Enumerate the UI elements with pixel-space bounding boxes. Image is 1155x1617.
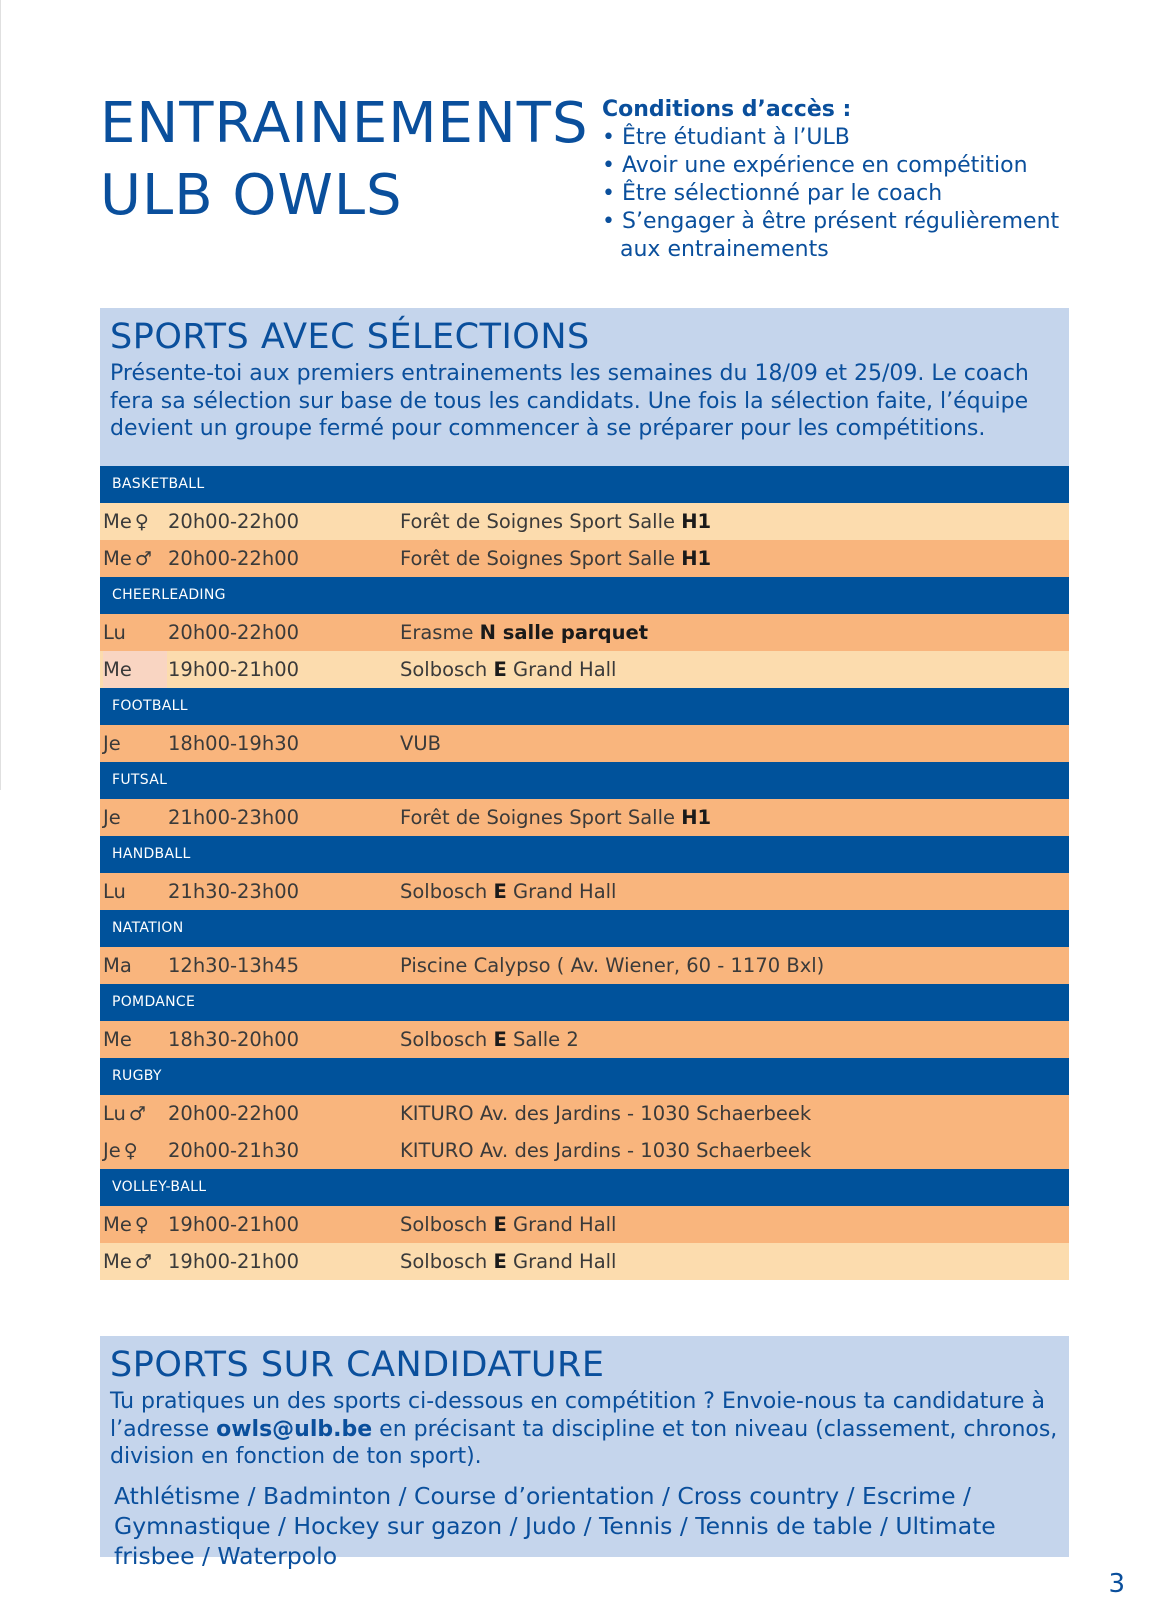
page-title-line2: ULB OWLS — [100, 163, 403, 228]
session-day: Je — [103, 806, 121, 829]
candidature-text-before: Tu pratiques un des sports ci-dessous en compétition ? Envoie-nous ta candidature à l’adresse — [110, 1389, 1045, 1442]
session-day: Lu — [103, 880, 126, 903]
schedule-row — [100, 1095, 1069, 1132]
session-day: Lu — [103, 1102, 126, 1125]
schedule-row — [100, 725, 1069, 762]
session-time: 12h30-13h45 — [168, 954, 300, 977]
page-title — [100, 88, 589, 232]
session-day: Me — [103, 1213, 132, 1236]
session-location — [400, 1095, 811, 1132]
session-location-name: Solbosch — [400, 658, 488, 681]
session-day-cell — [103, 799, 167, 836]
page-number: 3 — [1108, 1569, 1125, 1599]
session-day-cell — [103, 725, 167, 762]
candidature-heading: SPORTS SUR CANDIDATURE — [110, 1345, 605, 1385]
session-location-name: Solbosch — [400, 1028, 488, 1051]
male-icon: ♂ — [128, 1103, 146, 1125]
session-day: Me — [103, 658, 132, 681]
page-edge-rule — [0, 0, 1, 790]
schedule-row — [100, 1206, 1069, 1243]
session-time: 20h00-22h00 — [168, 510, 300, 533]
schedule-row — [100, 947, 1069, 984]
session-day-cell — [103, 947, 167, 984]
session-location — [400, 614, 648, 651]
sport-header: POMDANCE — [100, 984, 1069, 1021]
session-time: 21h00-23h00 — [168, 806, 300, 829]
candidature-section — [100, 1336, 1069, 1570]
session-day-cell — [103, 540, 167, 577]
access-conditions — [602, 96, 1102, 264]
condition-item: • S’engager à être présent régulièrement aux entrainements — [602, 208, 1102, 264]
sport-header: BASKETBALL — [100, 466, 1069, 503]
session-location — [400, 1243, 616, 1280]
session-day-cell — [103, 1095, 167, 1132]
sport-header: NATATION — [100, 910, 1069, 947]
session-location-room: H1 — [681, 806, 712, 829]
candidature-text-after: en précisant ta discipline et ton niveau (classement, chronos, division en fonction de ton sport). — [110, 1416, 1058, 1469]
selections-section — [100, 308, 1069, 466]
schedule-row — [100, 503, 1069, 540]
condition-item: • Être étudiant à l’ULB — [602, 124, 1102, 152]
session-time: 19h00-21h00 — [168, 658, 300, 681]
session-time: 21h30-23h00 — [168, 880, 300, 903]
session-location — [400, 651, 616, 688]
male-icon: ♂ — [134, 548, 152, 570]
condition-item: • Avoir une expérience en compétition — [602, 152, 1102, 180]
schedule-row — [100, 614, 1069, 651]
session-location — [400, 799, 711, 836]
sport-header: HANDBALL — [100, 836, 1069, 873]
sport-header: FOOTBALL — [100, 688, 1069, 725]
session-time: 20h00-22h00 — [168, 621, 300, 644]
schedule-row — [100, 651, 1069, 688]
session-location-name: VUB — [400, 732, 441, 755]
sport-header: RUGBY — [100, 1058, 1069, 1095]
selections-heading: SPORTS AVEC SÉLECTIONS — [110, 317, 590, 357]
candidature-email-link[interactable]: owls@ulb.be — [216, 1416, 373, 1442]
session-location-room: E — [493, 1250, 507, 1273]
session-location-name: Solbosch — [400, 1250, 488, 1273]
session-location — [400, 503, 711, 540]
session-location — [400, 1021, 579, 1058]
session-location-room: N salle parquet — [479, 621, 649, 644]
session-day: Me — [103, 1028, 132, 1051]
sport-header: VOLLEY-BALL — [100, 1169, 1069, 1206]
session-location — [400, 1206, 616, 1243]
male-icon: ♂ — [134, 1251, 152, 1273]
session-time: 19h00-21h00 — [168, 1250, 300, 1273]
session-day-cell — [103, 614, 167, 651]
session-location — [400, 873, 616, 910]
access-conditions-list — [602, 124, 1102, 264]
session-location-name: Piscine Calypso ( Av. Wiener, 60 - 1170 Bxl) — [400, 954, 825, 977]
sport-header: CHEERLEADING — [100, 577, 1069, 614]
session-location-name: Forêt de Soignes Sport Salle — [400, 510, 675, 533]
session-location-detail: Salle 2 — [513, 1028, 579, 1051]
session-time: 18h30-20h00 — [168, 1028, 300, 1051]
session-day-cell — [103, 1132, 167, 1169]
session-day: Me — [103, 510, 132, 533]
candidature-sports-list: Athlétisme / Badminton / Course d’orientation / Cross country / Escrime / Gymnastique / Hockey sur gazon / Judo / Tennis / Tennis de table / Ultimate frisbee / Waterpolo — [114, 1481, 996, 1570]
selections-description: Présente-toi aux premiers entrainements les semaines du 18/09 et 25/09. Le coach fera sa sélection sur base de tous les candidats. Une fois la sélection faite, l’équipe devient un groupe fermé pour commencer à se préparer pour les compétitions. — [110, 361, 1029, 441]
session-time: 18h00-19h30 — [168, 732, 300, 755]
session-location-name: Forêt de Soignes Sport Salle — [400, 547, 675, 570]
session-time: 20h00-22h00 — [168, 547, 300, 570]
session-location-name: Solbosch — [400, 880, 488, 903]
session-location-detail: Grand Hall — [513, 880, 617, 903]
session-day: Ma — [103, 954, 132, 977]
session-location-detail: Grand Hall — [513, 1213, 617, 1236]
session-location-detail: Grand Hall — [513, 658, 617, 681]
session-location-name: KITURO Av. des Jardins - 1030 Schaerbeek — [400, 1139, 812, 1162]
session-location — [400, 1132, 811, 1169]
schedule-row — [100, 1132, 1069, 1169]
access-conditions-heading: Conditions d’accès : — [602, 97, 852, 122]
page-title-line1: ENTRAINEMENTS — [100, 91, 589, 156]
session-location — [400, 947, 824, 984]
session-time: 20h00-21h30 — [168, 1139, 300, 1162]
session-location-room: E — [493, 658, 507, 681]
female-icon: ♀ — [123, 1140, 138, 1162]
sport-header: FUTSAL — [100, 762, 1069, 799]
session-time: 19h00-21h00 — [168, 1213, 300, 1236]
session-location-name: Forêt de Soignes Sport Salle — [400, 806, 675, 829]
session-day: Me — [103, 547, 132, 570]
session-location — [400, 540, 711, 577]
schedule-row — [100, 873, 1069, 910]
session-day-cell — [103, 873, 167, 910]
session-location-name: KITURO Av. des Jardins - 1030 Schaerbeek — [400, 1102, 812, 1125]
session-location-name: Erasme — [400, 621, 474, 644]
schedule-row — [100, 540, 1069, 577]
session-location-name: Solbosch — [400, 1213, 488, 1236]
session-day: Lu — [103, 621, 126, 644]
session-location-detail: Grand Hall — [513, 1250, 617, 1273]
female-icon: ♀ — [134, 511, 149, 533]
session-location-room: E — [493, 1213, 507, 1236]
session-day-cell — [103, 651, 167, 688]
session-day-cell — [103, 1206, 167, 1243]
schedule-row — [100, 799, 1069, 836]
condition-item: • Être sélectionné par le coach — [602, 180, 1102, 208]
session-location-room: E — [493, 1028, 507, 1051]
session-day: Je — [103, 732, 121, 755]
session-location-room: H1 — [681, 510, 712, 533]
session-day: Je — [103, 1139, 121, 1162]
session-day-cell — [103, 1021, 167, 1058]
session-location — [400, 725, 441, 762]
candidature-description — [110, 1388, 1059, 1471]
schedule-table — [100, 466, 1069, 1280]
schedule-row — [100, 1243, 1069, 1280]
session-location-room: E — [493, 880, 507, 903]
session-day: Me — [103, 1250, 132, 1273]
session-day-cell — [103, 1243, 167, 1280]
female-icon: ♀ — [134, 1214, 149, 1236]
session-time: 20h00-22h00 — [168, 1102, 300, 1125]
schedule-row — [100, 1021, 1069, 1058]
session-day-cell — [103, 503, 167, 540]
session-location-room: H1 — [681, 547, 712, 570]
